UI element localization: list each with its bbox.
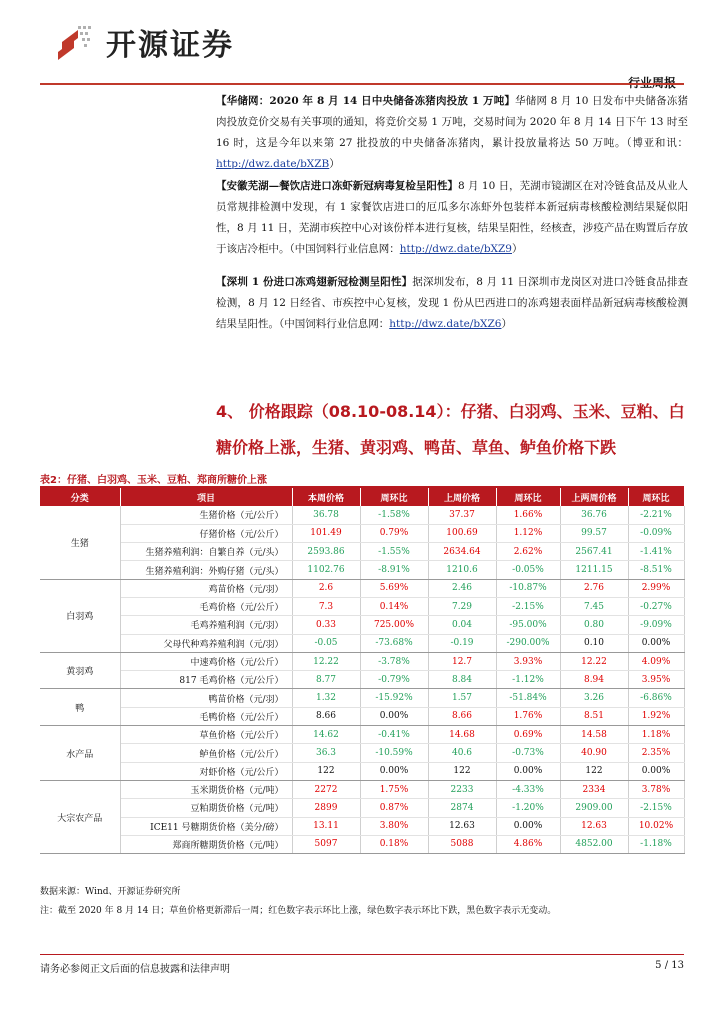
change-cell: -1.20% bbox=[496, 799, 560, 817]
table-row bbox=[40, 817, 684, 835]
price-cell: 8.94 bbox=[560, 671, 628, 689]
change-cell: -0.41% bbox=[360, 726, 428, 744]
column-header: 周环比 bbox=[496, 488, 560, 506]
price-cell: 8.77 bbox=[292, 671, 360, 689]
price-cell: 8.51 bbox=[560, 707, 628, 725]
item-cell: 生猪价格（元/公斤） bbox=[120, 506, 292, 524]
change-cell: 0.00% bbox=[628, 762, 684, 780]
price-cell: 14.62 bbox=[292, 726, 360, 744]
table-row bbox=[40, 561, 684, 579]
column-header: 分类 bbox=[40, 488, 120, 506]
section-title-line-1: 4、 价格跟踪（08.10-08.14）：仔猪、白羽鸡、玉米、豆粕、白 bbox=[216, 402, 685, 421]
change-cell: -51.84% bbox=[496, 689, 560, 707]
price-cell: 36.3 bbox=[292, 744, 360, 762]
change-cell: -15.92% bbox=[360, 689, 428, 707]
change-cell: 1.75% bbox=[360, 780, 428, 798]
news-body: 8 月 10 日，芜湖市镜湖区在对冷链食品及从业人员常规排检测中发现，有 1 家餐饮店进口的厄瓜多尔冻虾外包装样本新冠病毒核酸检测结果疑似阳性，8 月 11 日，芜湖市疾控中心对该份样本进行复核，结果呈阳性，经核查，涉疫产品在购置后存放于该店冷柜中。（中国饲料行业信息网： bbox=[216, 180, 689, 255]
brand-logo-icon bbox=[52, 18, 98, 66]
item-cell: 仔猪价格（元/公斤） bbox=[120, 524, 292, 542]
change-cell: -2.15% bbox=[628, 799, 684, 817]
price-cell: 1102.76 bbox=[292, 561, 360, 579]
news-tag: 【安徽芜湖—餐饮店进口冻虾新冠病毒复检呈阳性】 bbox=[216, 180, 458, 192]
change-cell: -8.91% bbox=[360, 561, 428, 579]
item-cell: 生猪养殖利润：自繁自养（元/头） bbox=[120, 543, 292, 561]
item-cell: 草鱼价格（元/公斤） bbox=[120, 726, 292, 744]
price-cell: 101.49 bbox=[292, 524, 360, 542]
change-cell: 4.86% bbox=[496, 835, 560, 853]
price-cell: 2567.41 bbox=[560, 543, 628, 561]
change-cell: 1.18% bbox=[628, 726, 684, 744]
page-header bbox=[40, 12, 684, 72]
table-row bbox=[40, 780, 684, 798]
header-divider bbox=[40, 83, 684, 85]
news-body: 华储网 8 月 10 日发布中央储备冻猪肉投放竞价交易有关事项的通知，将竞价交易 1 万吨，交易时间为 2020 年 8 月 14 日下午 13 时至 16 时，这是今年以来第 27 批投放的中央储备冻猪肉，累计投放量将达 50 万吨。（博亚和讯： bbox=[216, 95, 688, 149]
table-row bbox=[40, 726, 684, 744]
table-row bbox=[40, 744, 684, 762]
change-cell: -0.05% bbox=[496, 561, 560, 579]
category-cell: 鸭 bbox=[40, 689, 120, 726]
change-cell: -73.68% bbox=[360, 634, 428, 652]
change-cell: 2.62% bbox=[496, 543, 560, 561]
footer-divider bbox=[40, 954, 684, 955]
change-cell: 0.14% bbox=[360, 597, 428, 615]
change-cell: -1.12% bbox=[496, 671, 560, 689]
item-cell: ICE11 号糖期货价格（美分/磅） bbox=[120, 817, 292, 835]
column-header: 上周价格 bbox=[428, 488, 496, 506]
price-cell: 12.22 bbox=[292, 652, 360, 670]
brand-logo bbox=[52, 18, 234, 66]
change-cell: -3.78% bbox=[360, 652, 428, 670]
change-cell: 0.00% bbox=[496, 817, 560, 835]
change-cell: 2.35% bbox=[628, 744, 684, 762]
item-cell: 父母代种鸡养殖利润（元/羽） bbox=[120, 634, 292, 652]
price-cell: 2.6 bbox=[292, 579, 360, 597]
news-tag: 【深圳 1 份进口冻鸡翅新冠检测呈阳性】 bbox=[216, 276, 413, 288]
change-cell: 10.02% bbox=[628, 817, 684, 835]
price-cell: 5088 bbox=[428, 835, 496, 853]
news-body: 据深圳发布，8 月 11 日深圳市龙岗区对进口冷链食品排查检测，8 月 12 日经省、市疾控中心复核，发现 1 份从巴西进口的冻鸡翅表面样品新冠病毒核酸检测结果呈阳性。（中国饲料行业信息网： bbox=[216, 276, 688, 330]
column-header: 本周价格 bbox=[292, 488, 360, 506]
price-cell: 7.3 bbox=[292, 597, 360, 615]
change-cell: 0.00% bbox=[628, 634, 684, 652]
data-source: 数据来源：Wind、开源证券研究所 bbox=[40, 887, 181, 897]
price-cell: 14.58 bbox=[560, 726, 628, 744]
price-cell: 2874 bbox=[428, 799, 496, 817]
news-link[interactable]: http://dwz.date/bXZB bbox=[216, 158, 330, 170]
item-cell: 鸭苗价格（元/羽） bbox=[120, 689, 292, 707]
item-cell: 生猪养殖利润：外购仔猪（元/头） bbox=[120, 561, 292, 579]
table-row bbox=[40, 707, 684, 725]
column-header: 周环比 bbox=[360, 488, 428, 506]
change-cell: -0.27% bbox=[628, 597, 684, 615]
table-note: 注：截至 2020 年 8 月 14 日；草鱼价格更新滞后一周；红色数字表示环比上涨，绿色数字表示环比下跌，黑色数字表示无变动。 bbox=[40, 906, 557, 916]
change-cell: -6.86% bbox=[628, 689, 684, 707]
change-cell: 4.09% bbox=[628, 652, 684, 670]
change-cell: 0.00% bbox=[360, 762, 428, 780]
item-cell: 郑商所糖期货价格（元/吨） bbox=[120, 835, 292, 853]
price-cell: 13.11 bbox=[292, 817, 360, 835]
category-cell: 白羽鸡 bbox=[40, 579, 120, 652]
price-cell: 4852.00 bbox=[560, 835, 628, 853]
change-cell: -1.58% bbox=[360, 506, 428, 524]
price-cell: 1.57 bbox=[428, 689, 496, 707]
price-cell: 2233 bbox=[428, 780, 496, 798]
table-row bbox=[40, 689, 684, 707]
price-cell: 2909.00 bbox=[560, 799, 628, 817]
price-cell: 122 bbox=[292, 762, 360, 780]
column-header: 项目 bbox=[120, 488, 292, 506]
item-cell: 豆粕期货价格（元/吨） bbox=[120, 799, 292, 817]
item-cell: 鸡苗价格（元/羽） bbox=[120, 579, 292, 597]
price-cell: 36.76 bbox=[560, 506, 628, 524]
change-cell: 3.78% bbox=[628, 780, 684, 798]
item-cell: 中速鸡价格（元/公斤） bbox=[120, 652, 292, 670]
category-cell: 大宗农产品 bbox=[40, 780, 120, 853]
price-cell: 1210.6 bbox=[428, 561, 496, 579]
change-cell: 3.80% bbox=[360, 817, 428, 835]
price-cell: 122 bbox=[428, 762, 496, 780]
news-tail: ） bbox=[329, 158, 340, 170]
price-cell: 2272 bbox=[292, 780, 360, 798]
news-tag: 【华储网：2020 年 8 月 14 日中央储备冻猪肉投放 1 万吨】 bbox=[216, 95, 516, 107]
price-cell: -0.05 bbox=[292, 634, 360, 652]
item-cell: 毛鸡养殖利润（元/羽） bbox=[120, 616, 292, 634]
table-caption: 表2：仔猪、白羽鸡、玉米、豆粕、郑商所糖价上涨 bbox=[40, 475, 267, 486]
change-cell: 1.66% bbox=[496, 506, 560, 524]
news-item bbox=[216, 272, 688, 335]
price-cell: 36.78 bbox=[292, 506, 360, 524]
table-row bbox=[40, 652, 684, 670]
change-cell: -2.15% bbox=[496, 597, 560, 615]
category-cell: 水产品 bbox=[40, 726, 120, 781]
change-cell: 0.00% bbox=[496, 762, 560, 780]
table-row bbox=[40, 543, 684, 561]
price-cell: 0.33 bbox=[292, 616, 360, 634]
price-cell: 99.57 bbox=[560, 524, 628, 542]
table-row bbox=[40, 597, 684, 615]
table-row bbox=[40, 506, 684, 524]
change-cell: -1.18% bbox=[628, 835, 684, 853]
change-cell: -9.09% bbox=[628, 616, 684, 634]
change-cell: 0.87% bbox=[360, 799, 428, 817]
page-number: 5 / 13 bbox=[655, 960, 684, 971]
change-cell: -10.59% bbox=[360, 744, 428, 762]
price-cell: 3.26 bbox=[560, 689, 628, 707]
item-cell: 毛鸡价格（元/公斤） bbox=[120, 597, 292, 615]
price-cell: 1211.15 bbox=[560, 561, 628, 579]
item-cell: 对虾价格（元/公斤） bbox=[120, 762, 292, 780]
price-cell: 0.04 bbox=[428, 616, 496, 634]
item-cell: 玉米期货价格（元/吨） bbox=[120, 780, 292, 798]
price-cell: 8.84 bbox=[428, 671, 496, 689]
change-cell: 1.76% bbox=[496, 707, 560, 725]
price-cell: 2.76 bbox=[560, 579, 628, 597]
price-cell: 40.90 bbox=[560, 744, 628, 762]
change-cell: -95.00% bbox=[496, 616, 560, 634]
news-item bbox=[216, 91, 688, 175]
change-cell: 725.00% bbox=[360, 616, 428, 634]
table-row bbox=[40, 616, 684, 634]
change-cell: -4.33% bbox=[496, 780, 560, 798]
column-header: 周环比 bbox=[628, 488, 684, 506]
item-cell: 毛鸭价格（元/公斤） bbox=[120, 707, 292, 725]
table-row bbox=[40, 579, 684, 597]
price-cell: 12.22 bbox=[560, 652, 628, 670]
change-cell: 5.69% bbox=[360, 579, 428, 597]
table-row bbox=[40, 799, 684, 817]
price-cell: 12.63 bbox=[560, 817, 628, 835]
column-header: 上两周价格 bbox=[560, 488, 628, 506]
change-cell: 3.95% bbox=[628, 671, 684, 689]
item-cell: 鲈鱼价格（元/公斤） bbox=[120, 744, 292, 762]
price-cell: 5097 bbox=[292, 835, 360, 853]
table-header-row bbox=[40, 488, 684, 506]
table-body bbox=[40, 506, 684, 854]
change-cell: -0.73% bbox=[496, 744, 560, 762]
change-cell: 2.99% bbox=[628, 579, 684, 597]
item-cell: 817 毛鸡价格（元/公斤） bbox=[120, 671, 292, 689]
change-cell: -290.00% bbox=[496, 634, 560, 652]
price-cell: 8.66 bbox=[428, 707, 496, 725]
price-table bbox=[40, 488, 685, 854]
price-cell: 12.7 bbox=[428, 652, 496, 670]
table-row bbox=[40, 835, 684, 853]
change-cell: -0.09% bbox=[628, 524, 684, 542]
footer-disclaimer: 请务必参阅正文后面的信息披露和法律声明 bbox=[40, 964, 230, 975]
brand-name: 开源证券 bbox=[106, 28, 234, 63]
category-cell: 黄羽鸡 bbox=[40, 652, 120, 689]
price-cell: 122 bbox=[560, 762, 628, 780]
price-cell: 7.29 bbox=[428, 597, 496, 615]
change-cell: -10.87% bbox=[496, 579, 560, 597]
change-cell: 0.79% bbox=[360, 524, 428, 542]
change-cell: -1.41% bbox=[628, 543, 684, 561]
price-cell: -0.19 bbox=[428, 634, 496, 652]
change-cell: -8.51% bbox=[628, 561, 684, 579]
news-item bbox=[216, 176, 688, 260]
price-cell: 100.69 bbox=[428, 524, 496, 542]
change-cell: 0.18% bbox=[360, 835, 428, 853]
change-cell: 3.93% bbox=[496, 652, 560, 670]
price-cell: 2.46 bbox=[428, 579, 496, 597]
price-cell: 8.66 bbox=[292, 707, 360, 725]
news-link[interactable]: http://dwz.date/bXZ6 bbox=[389, 318, 502, 330]
category-cell: 生猪 bbox=[40, 506, 120, 579]
table-row bbox=[40, 524, 684, 542]
price-cell: 37.37 bbox=[428, 506, 496, 524]
table-row bbox=[40, 634, 684, 652]
news-tail: ） bbox=[512, 243, 523, 255]
change-cell: 1.92% bbox=[628, 707, 684, 725]
price-cell: 1.32 bbox=[292, 689, 360, 707]
change-cell: 1.12% bbox=[496, 524, 560, 542]
news-tail: ） bbox=[501, 318, 512, 330]
section-title-line-2: 糖价格上涨，生猪、黄羽鸡、鸭苗、草鱼、鲈鱼价格下跌 bbox=[216, 438, 617, 457]
price-cell: 12.63 bbox=[428, 817, 496, 835]
price-cell: 2334 bbox=[560, 780, 628, 798]
price-cell: 2899 bbox=[292, 799, 360, 817]
price-cell: 0.10 bbox=[560, 634, 628, 652]
change-cell: -2.21% bbox=[628, 506, 684, 524]
news-link[interactable]: http://dwz.date/bXZ9 bbox=[399, 243, 512, 255]
price-cell: 0.80 bbox=[560, 616, 628, 634]
price-cell: 7.45 bbox=[560, 597, 628, 615]
change-cell: 0.00% bbox=[360, 707, 428, 725]
price-cell: 14.68 bbox=[428, 726, 496, 744]
price-cell: 2634.64 bbox=[428, 543, 496, 561]
change-cell: -0.79% bbox=[360, 671, 428, 689]
table-row bbox=[40, 671, 684, 689]
price-cell: 2593.86 bbox=[292, 543, 360, 561]
change-cell: -1.55% bbox=[360, 543, 428, 561]
price-cell: 40.6 bbox=[428, 744, 496, 762]
change-cell: 0.69% bbox=[496, 726, 560, 744]
table-row bbox=[40, 762, 684, 780]
